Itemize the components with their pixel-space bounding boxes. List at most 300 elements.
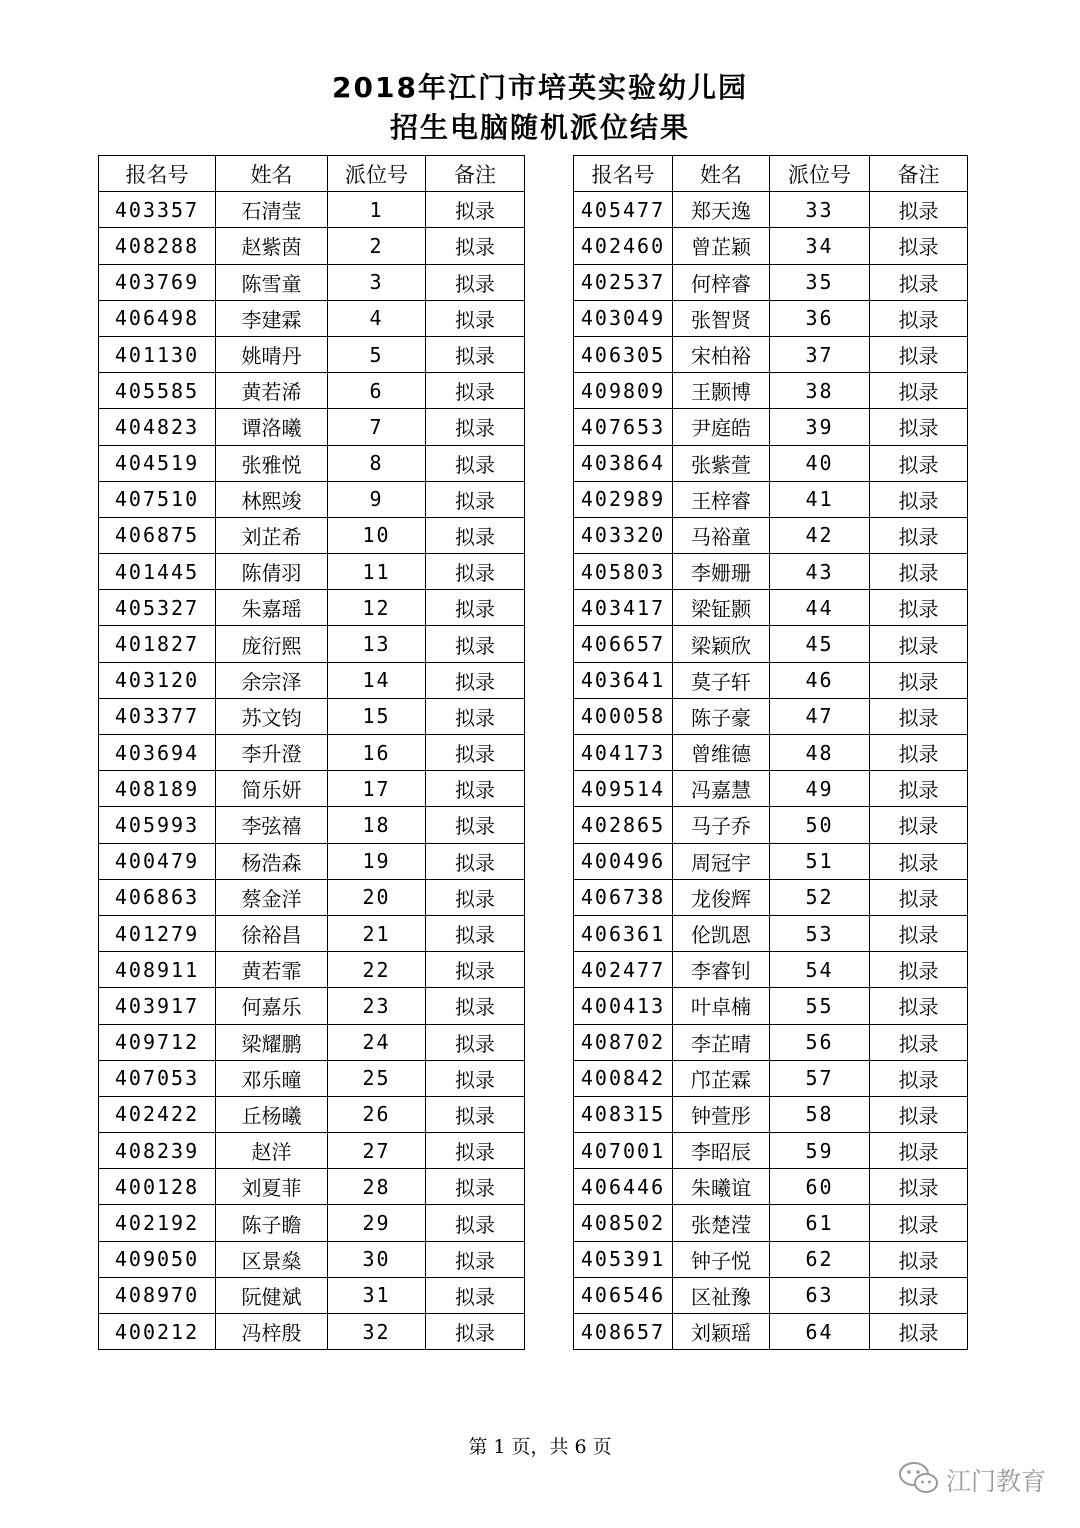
student-name-cell: 梁颖欣 [673, 626, 770, 662]
student-name-cell: 郑天逸 [673, 192, 770, 228]
table-row [574, 843, 968, 879]
registration-no-cell: 409514 [574, 771, 673, 807]
remark-cell: 拟录 [870, 1241, 968, 1277]
assignment-no-cell: 29 [328, 1205, 426, 1241]
assignment-no-cell: 58 [770, 1096, 870, 1132]
table-row [99, 879, 525, 915]
remark-cell: 拟录 [426, 952, 525, 988]
table-row [574, 662, 968, 698]
table-row [574, 1169, 968, 1205]
assignment-no-cell: 43 [770, 554, 870, 590]
header-registration-no: 报名号 [99, 156, 216, 192]
student-name-cell: 曾维德 [673, 735, 770, 771]
student-name-cell: 莫子轩 [673, 662, 770, 698]
table-row [99, 1314, 525, 1350]
remark-cell: 拟录 [870, 662, 968, 698]
registration-no-cell: 405585 [99, 373, 216, 409]
assignment-no-cell: 38 [770, 373, 870, 409]
assignment-no-cell: 50 [770, 807, 870, 843]
student-name-cell: 石清莹 [216, 192, 328, 228]
table-row [574, 771, 968, 807]
student-name-cell: 张雅悦 [216, 445, 328, 481]
table-row [574, 735, 968, 771]
table-row [99, 517, 525, 553]
student-name-cell: 徐裕昌 [216, 915, 328, 951]
table-row [574, 554, 968, 590]
remark-cell: 拟录 [426, 915, 525, 951]
table-row [99, 771, 525, 807]
registration-no-cell: 407001 [574, 1133, 673, 1169]
table-row [99, 698, 525, 734]
assignment-no-cell: 2 [328, 228, 426, 264]
table-row [99, 1060, 525, 1096]
registration-no-cell: 400479 [99, 843, 216, 879]
table-row [99, 735, 525, 771]
assignment-no-cell: 48 [770, 735, 870, 771]
student-name-cell: 王颢博 [673, 373, 770, 409]
remark-cell: 拟录 [426, 698, 525, 734]
assignment-no-cell: 19 [328, 843, 426, 879]
remark-cell: 拟录 [426, 409, 525, 445]
remark-cell: 拟录 [870, 264, 968, 300]
student-name-cell: 刘夏菲 [216, 1169, 328, 1205]
student-name-cell: 刘颖瑶 [673, 1314, 770, 1350]
student-name-cell: 曾芷颖 [673, 228, 770, 264]
assignment-no-cell: 30 [328, 1241, 426, 1277]
registration-no-cell: 402460 [574, 228, 673, 264]
table-row [99, 1241, 525, 1277]
assignment-no-cell: 33 [770, 192, 870, 228]
registration-no-cell: 408288 [99, 228, 216, 264]
remark-cell: 拟录 [426, 771, 525, 807]
student-name-cell: 尹庭皓 [673, 409, 770, 445]
assignment-no-cell: 28 [328, 1169, 426, 1205]
table-row [574, 1277, 968, 1313]
student-name-cell: 梁耀鹏 [216, 1024, 328, 1060]
registration-no-cell: 409809 [574, 373, 673, 409]
remark-cell: 拟录 [426, 300, 525, 336]
remark-cell: 拟录 [426, 1169, 525, 1205]
assignment-no-cell: 63 [770, 1277, 870, 1313]
table-header-row [99, 156, 525, 192]
student-name-cell: 庞衍熙 [216, 626, 328, 662]
registration-no-cell: 407653 [574, 409, 673, 445]
remark-cell: 拟录 [426, 373, 525, 409]
registration-no-cell: 406361 [574, 915, 673, 951]
table-row [574, 228, 968, 264]
remark-cell: 拟录 [426, 336, 525, 372]
header-assignment-no: 派位号 [328, 156, 426, 192]
student-name-cell: 李建霖 [216, 300, 328, 336]
header-name: 姓名 [673, 156, 770, 192]
table-row [574, 517, 968, 553]
student-name-cell: 黄若浠 [216, 373, 328, 409]
student-name-cell: 钟萱彤 [673, 1096, 770, 1132]
registration-no-cell: 408502 [574, 1205, 673, 1241]
remark-cell: 拟录 [426, 1205, 525, 1241]
remark-cell: 拟录 [870, 228, 968, 264]
assignment-no-cell: 31 [328, 1277, 426, 1313]
student-name-cell: 区景燊 [216, 1241, 328, 1277]
table-row [574, 1096, 968, 1132]
assignment-no-cell: 21 [328, 915, 426, 951]
table-row [574, 264, 968, 300]
registration-no-cell: 405327 [99, 590, 216, 626]
remark-cell: 拟录 [870, 915, 968, 951]
assignment-no-cell: 53 [770, 915, 870, 951]
remark-cell: 拟录 [426, 988, 525, 1024]
student-name-cell: 马裕童 [673, 517, 770, 553]
registration-no-cell: 402192 [99, 1205, 216, 1241]
student-name-cell: 李芷晴 [673, 1024, 770, 1060]
table-row [99, 626, 525, 662]
registration-no-cell: 408702 [574, 1024, 673, 1060]
page-footer: 第 1 页，共 6 页 [468, 1436, 612, 1458]
registration-no-cell: 401827 [99, 626, 216, 662]
assignment-no-cell: 40 [770, 445, 870, 481]
header-name: 姓名 [216, 156, 328, 192]
remark-cell: 拟录 [426, 843, 525, 879]
registration-no-cell: 403357 [99, 192, 216, 228]
registration-no-cell: 403417 [574, 590, 673, 626]
remark-cell: 拟录 [870, 1205, 968, 1241]
student-name-cell: 赵洋 [216, 1133, 328, 1169]
assignment-no-cell: 47 [770, 698, 870, 734]
student-name-cell: 李升澄 [216, 735, 328, 771]
assignment-no-cell: 36 [770, 300, 870, 336]
remark-cell: 拟录 [870, 952, 968, 988]
remark-cell: 拟录 [870, 445, 968, 481]
student-name-cell: 张智贤 [673, 300, 770, 336]
registration-no-cell: 402865 [574, 807, 673, 843]
assignment-no-cell: 49 [770, 771, 870, 807]
assignment-no-cell: 44 [770, 590, 870, 626]
assignment-no-cell: 54 [770, 952, 870, 988]
student-name-cell: 谭洛曦 [216, 409, 328, 445]
registration-no-cell: 408657 [574, 1314, 673, 1350]
remark-cell: 拟录 [426, 192, 525, 228]
remark-cell: 拟录 [426, 1241, 525, 1277]
assignment-no-cell: 61 [770, 1205, 870, 1241]
student-name-cell: 李姗珊 [673, 554, 770, 590]
table-row [574, 1205, 968, 1241]
remark-cell: 拟录 [870, 554, 968, 590]
table-row [99, 590, 525, 626]
table-row [574, 698, 968, 734]
table-row [574, 1133, 968, 1169]
assignment-no-cell: 7 [328, 409, 426, 445]
registration-no-cell: 400496 [574, 843, 673, 879]
table-row [574, 626, 968, 662]
student-name-cell: 陈子瞻 [216, 1205, 328, 1241]
table-row [99, 1133, 525, 1169]
assignment-no-cell: 24 [328, 1024, 426, 1060]
remark-cell: 拟录 [870, 1096, 968, 1132]
table-row [99, 1096, 525, 1132]
assignment-no-cell: 23 [328, 988, 426, 1024]
registration-no-cell: 403120 [99, 662, 216, 698]
assignment-no-cell: 20 [328, 879, 426, 915]
registration-no-cell: 407053 [99, 1060, 216, 1096]
registration-no-cell: 406498 [99, 300, 216, 336]
student-name-cell: 丘杨曦 [216, 1096, 328, 1132]
assignment-no-cell: 42 [770, 517, 870, 553]
table-row [574, 481, 968, 517]
student-name-cell: 李昭辰 [673, 1133, 770, 1169]
remark-cell: 拟录 [426, 1096, 525, 1132]
assignment-no-cell: 51 [770, 843, 870, 879]
remark-cell: 拟录 [870, 879, 968, 915]
assignment-no-cell: 5 [328, 336, 426, 372]
remark-cell: 拟录 [870, 1169, 968, 1205]
results-table-right [573, 155, 968, 1350]
registration-no-cell: 403377 [99, 698, 216, 734]
remark-cell: 拟录 [426, 590, 525, 626]
remark-cell: 拟录 [870, 192, 968, 228]
registration-no-cell: 406657 [574, 626, 673, 662]
table-row [574, 1024, 968, 1060]
remark-cell: 拟录 [426, 1314, 525, 1350]
table-row [99, 228, 525, 264]
assignment-no-cell: 9 [328, 481, 426, 517]
table-row [574, 336, 968, 372]
student-name-cell: 杨浩森 [216, 843, 328, 879]
registration-no-cell: 406738 [574, 879, 673, 915]
table-row [99, 554, 525, 590]
remark-cell: 拟录 [426, 228, 525, 264]
assignment-no-cell: 57 [770, 1060, 870, 1096]
remark-cell: 拟录 [870, 1314, 968, 1350]
student-name-cell: 朱嘉瑶 [216, 590, 328, 626]
remark-cell: 拟录 [870, 843, 968, 879]
assignment-no-cell: 12 [328, 590, 426, 626]
remark-cell: 拟录 [870, 300, 968, 336]
student-name-cell: 姚晴丹 [216, 336, 328, 372]
table-row [99, 952, 525, 988]
table-row [99, 481, 525, 517]
brand-watermark [898, 1458, 1046, 1502]
assignment-no-cell: 26 [328, 1096, 426, 1132]
registration-no-cell: 405993 [99, 807, 216, 843]
table-row [574, 409, 968, 445]
header-remark: 备注 [426, 156, 525, 192]
registration-no-cell: 409050 [99, 1241, 216, 1277]
student-name-cell: 王梓睿 [673, 481, 770, 517]
assignment-no-cell: 45 [770, 626, 870, 662]
assignment-no-cell: 62 [770, 1241, 870, 1277]
student-name-cell: 何嘉乐 [216, 988, 328, 1024]
assignment-no-cell: 13 [328, 626, 426, 662]
remark-cell: 拟录 [426, 554, 525, 590]
wechat-icon [898, 1460, 940, 1500]
student-name-cell: 钟子悦 [673, 1241, 770, 1277]
remark-cell: 拟录 [870, 1024, 968, 1060]
registration-no-cell: 406446 [574, 1169, 673, 1205]
registration-no-cell: 400058 [574, 698, 673, 734]
student-name-cell: 区祉豫 [673, 1277, 770, 1313]
remark-cell: 拟录 [426, 445, 525, 481]
student-name-cell: 马子乔 [673, 807, 770, 843]
assignment-no-cell: 22 [328, 952, 426, 988]
student-name-cell: 陈雪童 [216, 264, 328, 300]
registration-no-cell: 402537 [574, 264, 673, 300]
remark-cell: 拟录 [870, 1277, 968, 1313]
table-row [99, 662, 525, 698]
remark-cell: 拟录 [870, 735, 968, 771]
table-row [99, 1277, 525, 1313]
registration-no-cell: 401130 [99, 336, 216, 372]
registration-no-cell: 406546 [574, 1277, 673, 1313]
student-name-cell: 邝芷霖 [673, 1060, 770, 1096]
registration-no-cell: 406875 [99, 517, 216, 553]
assignment-no-cell: 8 [328, 445, 426, 481]
assignment-no-cell: 6 [328, 373, 426, 409]
table-row [574, 192, 968, 228]
remark-cell: 拟录 [870, 1060, 968, 1096]
registration-no-cell: 404823 [99, 409, 216, 445]
student-name-cell: 叶卓楠 [673, 988, 770, 1024]
student-name-cell: 周冠宇 [673, 843, 770, 879]
assignment-no-cell: 41 [770, 481, 870, 517]
assignment-no-cell: 17 [328, 771, 426, 807]
assignment-no-cell: 56 [770, 1024, 870, 1060]
remark-cell: 拟录 [870, 590, 968, 626]
brand-name: 江门教育 [946, 1467, 1047, 1496]
registration-no-cell: 408315 [574, 1096, 673, 1132]
assignment-no-cell: 16 [328, 735, 426, 771]
registration-no-cell: 403641 [574, 662, 673, 698]
registration-no-cell: 405477 [574, 192, 673, 228]
remark-cell: 拟录 [426, 1024, 525, 1060]
assignment-no-cell: 59 [770, 1133, 870, 1169]
remark-cell: 拟录 [870, 988, 968, 1024]
student-name-cell: 蔡金洋 [216, 879, 328, 915]
registration-no-cell: 402477 [574, 952, 673, 988]
table-row [99, 915, 525, 951]
remark-cell: 拟录 [870, 807, 968, 843]
table-row [574, 915, 968, 951]
assignment-no-cell: 10 [328, 517, 426, 553]
remark-cell: 拟录 [426, 264, 525, 300]
registration-no-cell: 402422 [99, 1096, 216, 1132]
table-row [574, 373, 968, 409]
registration-no-cell: 400128 [99, 1169, 216, 1205]
registration-no-cell: 403864 [574, 445, 673, 481]
assignment-no-cell: 25 [328, 1060, 426, 1096]
assignment-no-cell: 32 [328, 1314, 426, 1350]
assignment-no-cell: 1 [328, 192, 426, 228]
table-row [574, 807, 968, 843]
header-remark: 备注 [870, 156, 968, 192]
remark-cell: 拟录 [870, 336, 968, 372]
assignment-no-cell: 15 [328, 698, 426, 734]
assignment-no-cell: 64 [770, 1314, 870, 1350]
registration-no-cell: 401445 [99, 554, 216, 590]
registration-no-cell: 401279 [99, 915, 216, 951]
student-name-cell: 朱曦谊 [673, 1169, 770, 1205]
table-row [574, 445, 968, 481]
table-row [99, 1205, 525, 1241]
student-name-cell: 何梓睿 [673, 264, 770, 300]
table-row [574, 879, 968, 915]
table-row [99, 1024, 525, 1060]
assignment-no-cell: 37 [770, 336, 870, 372]
header-assignment-no: 派位号 [770, 156, 870, 192]
table-row [99, 409, 525, 445]
assignment-no-cell: 18 [328, 807, 426, 843]
remark-cell: 拟录 [870, 1133, 968, 1169]
student-name-cell: 余宗泽 [216, 662, 328, 698]
registration-no-cell: 400212 [99, 1314, 216, 1350]
student-name-cell: 张楚滢 [673, 1205, 770, 1241]
registration-no-cell: 409712 [99, 1024, 216, 1060]
table-row [574, 1241, 968, 1277]
table-row [99, 336, 525, 372]
registration-no-cell: 402989 [574, 481, 673, 517]
table-row [99, 843, 525, 879]
assignment-no-cell: 39 [770, 409, 870, 445]
student-name-cell: 冯梓殷 [216, 1314, 328, 1350]
registration-no-cell: 404519 [99, 445, 216, 481]
student-name-cell: 伦凯恩 [673, 915, 770, 951]
remark-cell: 拟录 [870, 409, 968, 445]
header-registration-no: 报名号 [574, 156, 673, 192]
registration-no-cell: 400413 [574, 988, 673, 1024]
remark-cell: 拟录 [426, 879, 525, 915]
remark-cell: 拟录 [426, 1060, 525, 1096]
remark-cell: 拟录 [870, 771, 968, 807]
remark-cell: 拟录 [426, 517, 525, 553]
student-name-cell: 冯嘉慧 [673, 771, 770, 807]
table-row [574, 952, 968, 988]
student-name-cell: 宋柏裕 [673, 336, 770, 372]
table-row [574, 1060, 968, 1096]
registration-no-cell: 408189 [99, 771, 216, 807]
assignment-no-cell: 60 [770, 1169, 870, 1205]
table-row [574, 988, 968, 1024]
remark-cell: 拟录 [426, 662, 525, 698]
registration-no-cell: 403320 [574, 517, 673, 553]
registration-no-cell: 408239 [99, 1133, 216, 1169]
student-name-cell: 陈倩羽 [216, 554, 328, 590]
table-row [99, 1169, 525, 1205]
registration-no-cell: 403049 [574, 300, 673, 336]
table-header-row [574, 156, 968, 192]
assignment-no-cell: 55 [770, 988, 870, 1024]
remark-cell: 拟录 [426, 626, 525, 662]
student-name-cell: 张紫萱 [673, 445, 770, 481]
table-row [99, 300, 525, 336]
assignment-no-cell: 46 [770, 662, 870, 698]
assignment-no-cell: 3 [328, 264, 426, 300]
student-name-cell: 梁钲颢 [673, 590, 770, 626]
student-name-cell: 龙俊辉 [673, 879, 770, 915]
remark-cell: 拟录 [870, 626, 968, 662]
table-row [99, 192, 525, 228]
table-row [574, 300, 968, 336]
registration-no-cell: 406305 [574, 336, 673, 372]
page-title: 2018年江门市培英实验幼儿园 [332, 71, 748, 104]
assignment-no-cell: 4 [328, 300, 426, 336]
student-name-cell: 李弦禧 [216, 807, 328, 843]
assignment-no-cell: 35 [770, 264, 870, 300]
table-row [99, 264, 525, 300]
registration-no-cell: 403769 [99, 264, 216, 300]
remark-cell: 拟录 [426, 1133, 525, 1169]
registration-no-cell: 405391 [574, 1241, 673, 1277]
remark-cell: 拟录 [426, 735, 525, 771]
student-name-cell: 李睿钊 [673, 952, 770, 988]
